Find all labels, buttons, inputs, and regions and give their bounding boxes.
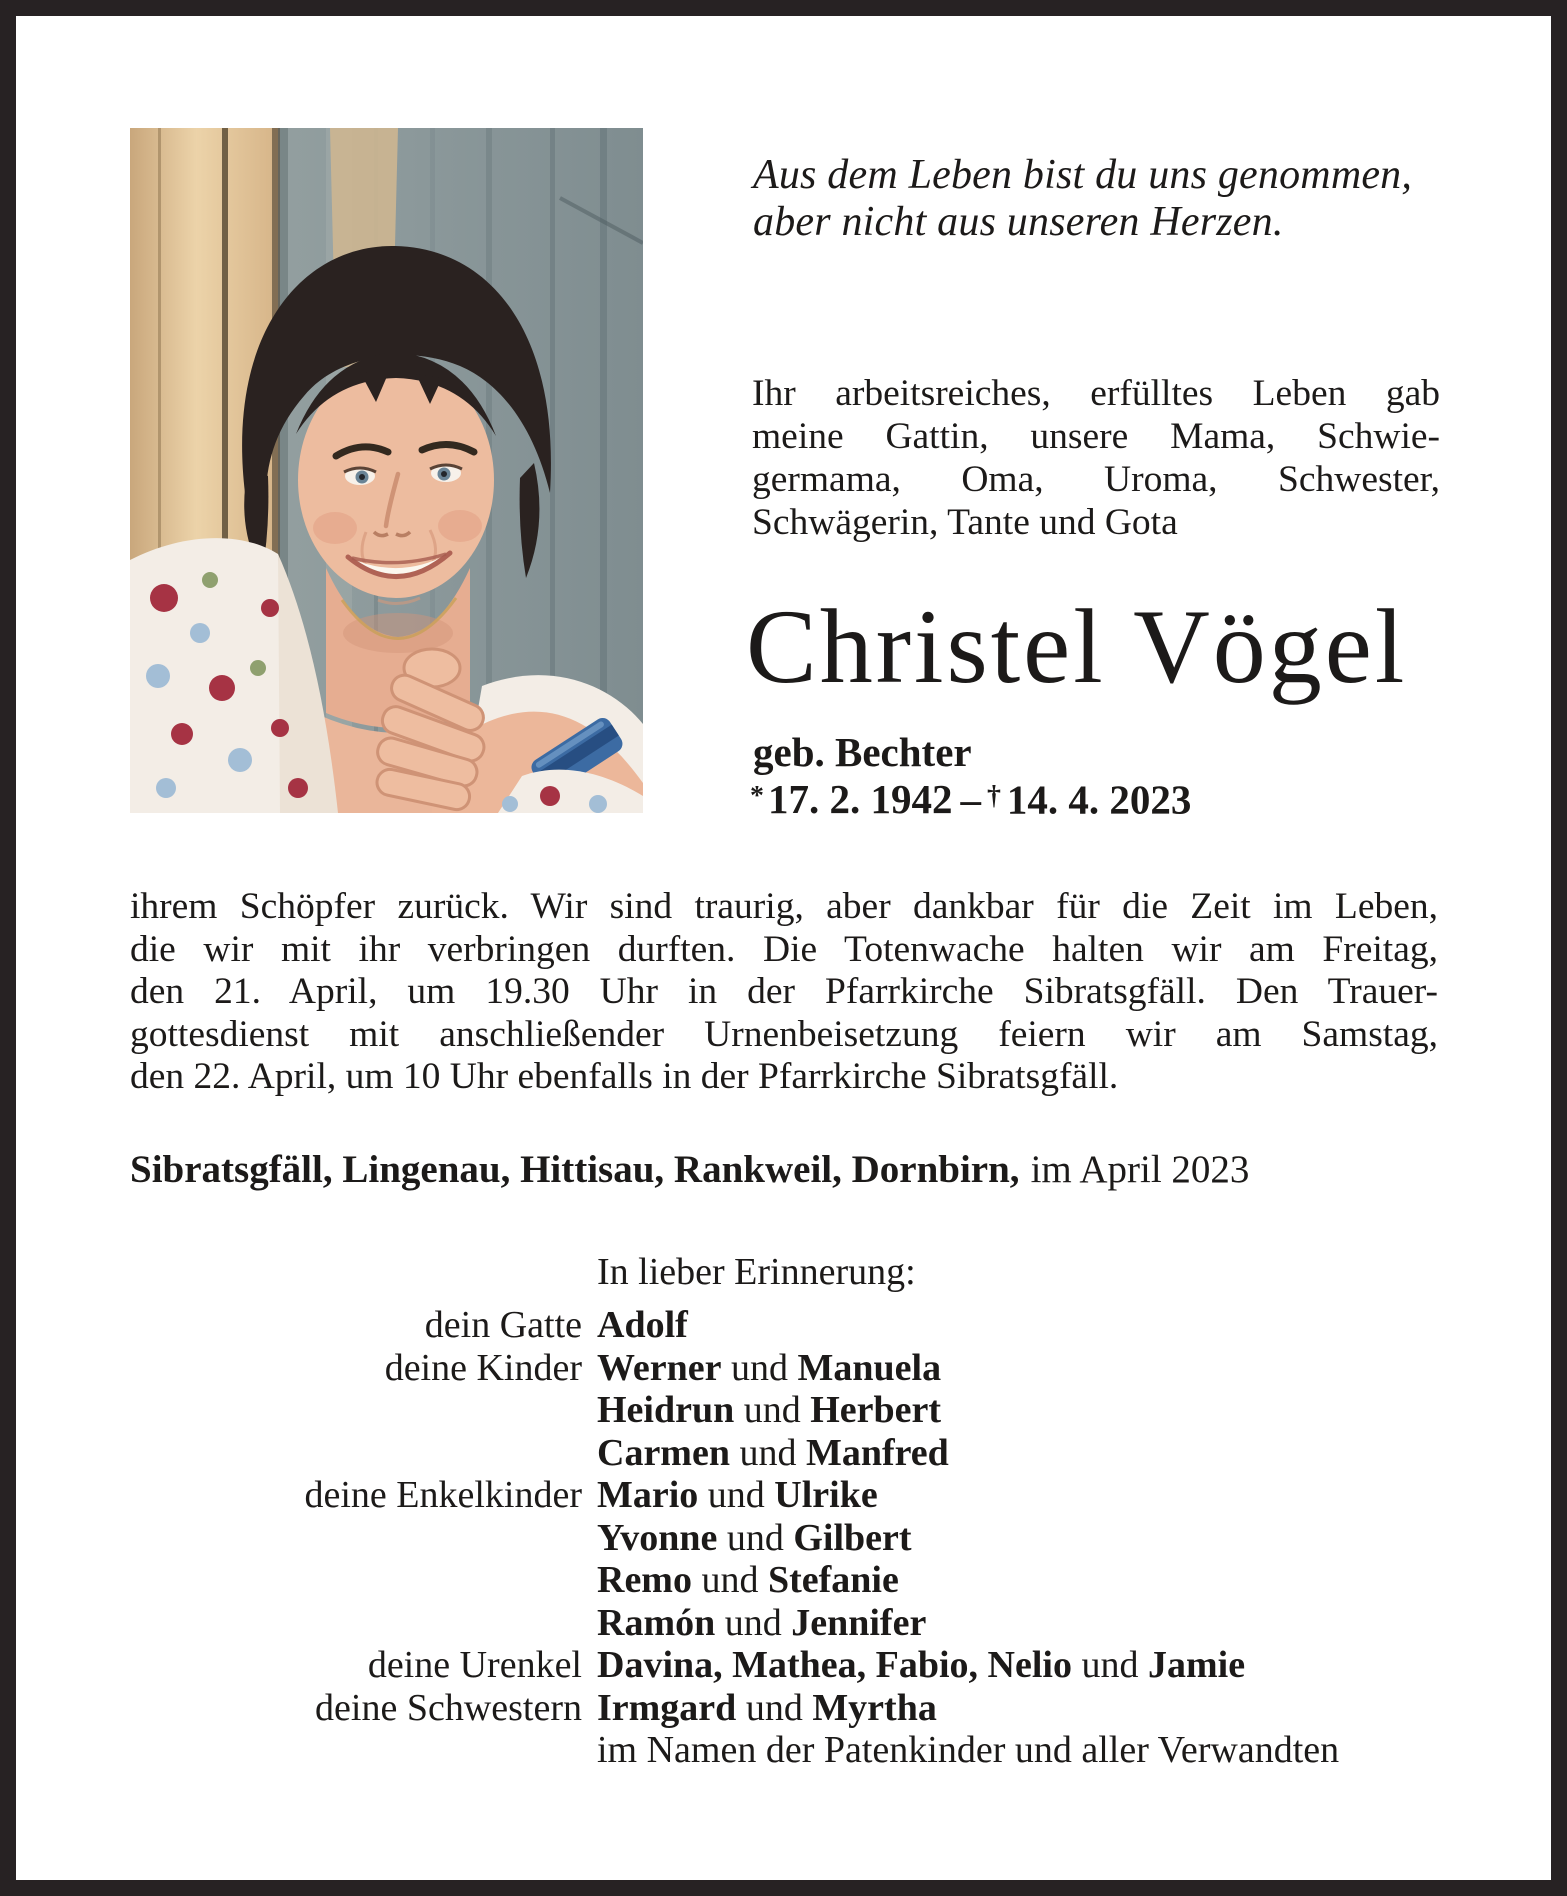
life-dates: [750, 773, 1191, 822]
family-name-connector: und: [721, 1346, 798, 1389]
family-member-name: Ulrike: [774, 1474, 878, 1516]
family-relation-label: [130, 1559, 597, 1602]
family-row: [130, 1559, 1339, 1602]
family-name-connector: und: [698, 1474, 775, 1516]
family-row: [130, 1474, 1339, 1517]
family-row: [130, 1432, 1339, 1475]
family-row: [130, 1347, 1339, 1390]
family-member-name: Myrtha: [812, 1686, 937, 1729]
family-name-connector: und: [691, 1559, 768, 1601]
family-name-connector: und: [729, 1431, 806, 1474]
family-name-connector: und: [736, 1686, 813, 1729]
family-name-connector: und: [717, 1516, 794, 1559]
family-member-name: Yvonne: [597, 1516, 718, 1559]
death-cross-symbol: †: [986, 780, 1001, 811]
family-names: [597, 1347, 941, 1390]
maiden-name: geb. Bechter: [753, 729, 972, 775]
family-names: [597, 1432, 949, 1475]
places-date: im April 2023: [1030, 1148, 1250, 1191]
intro-paragraph: [752, 372, 1440, 544]
text-line: den 21. April, um 19.30 Uhr in der Pfarrkirche Sibratsgfäll. Den Trauer-: [130, 971, 1438, 1013]
family-relation-label: deine Schwestern: [315, 1686, 582, 1729]
announcement-paragraph: [130, 886, 1438, 1099]
family-member-name: Adolf: [597, 1304, 688, 1346]
family-member-name: Remo: [597, 1559, 692, 1601]
family-relation-label: [130, 1602, 597, 1645]
family-relation-label: deine Enkelkinder: [304, 1474, 582, 1516]
family-member-name: Gilbert: [793, 1516, 912, 1559]
text-line: gottesdienst mit anschließender Urnenbeisetzung feiern wir am Samstag,: [130, 1013, 1438, 1055]
family-member-name: Jennifer: [791, 1601, 927, 1644]
family-member-name: Werner: [597, 1346, 722, 1389]
family-row: [130, 1389, 1339, 1432]
family-names: [597, 1687, 937, 1730]
family-member-name: Carmen: [597, 1431, 730, 1474]
birth-star-symbol: *: [750, 780, 764, 811]
text-line: germama, Oma, Uroma, Schwester,: [752, 459, 1440, 500]
family-name-connector: und: [734, 1389, 811, 1431]
text-line: ihrem Schöpfer zurück. Wir sind traurig, aber dankbar für die Zeit im Leben,: [130, 886, 1438, 927]
family-member-name: Jamie: [1147, 1644, 1246, 1686]
family-member-name: Manuela: [797, 1346, 942, 1389]
family-names: [597, 1559, 899, 1602]
family-relation-label: [130, 1432, 597, 1475]
family-relation-label: dein Gatte: [424, 1304, 582, 1346]
text-line: Ihr arbeitsreiches, erfülltes Leben gab: [752, 373, 1440, 414]
family-names: [597, 1389, 941, 1432]
epigraph-line-1: Aus dem Leben bist du uns genommen,: [753, 152, 1413, 198]
family-relation-label: [130, 1389, 597, 1432]
family-names: [597, 1602, 926, 1645]
text-line: die wir mit ihr verbringen durften. Die Totenwache halten wir am Freitag,: [130, 928, 1438, 970]
family-member-name: Irmgard: [597, 1686, 737, 1729]
family-relation-label: deine Urenkel: [367, 1644, 582, 1686]
family-names: [597, 1729, 1339, 1772]
epigraph: [753, 152, 1412, 246]
family-names: [597, 1304, 688, 1347]
family-names: [597, 1644, 1245, 1687]
memorial-heading: In lieber Erinnerung:: [597, 1251, 916, 1293]
family-names: [597, 1517, 912, 1560]
family-name-connector: und: [1071, 1644, 1148, 1686]
family-member-name: Stefanie: [767, 1559, 899, 1601]
family-member-name: Mario: [597, 1474, 699, 1516]
places-list: Sibratsgfäll, Lingenau, Hittisau, Rankweil, Dornbirn,: [130, 1148, 1020, 1191]
family-row: [130, 1729, 1339, 1772]
family-row: [130, 1687, 1339, 1730]
family-relation-label: [130, 1729, 597, 1772]
family-member-name: Davina, Mathea, Fabio, Nelio: [597, 1644, 1072, 1686]
dates-separator: –: [960, 776, 981, 823]
deceased-name: Christel Vögel: [746, 588, 1408, 705]
family-relation-label: [130, 1517, 597, 1560]
family-member-name: Herbert: [810, 1389, 942, 1431]
family-row: [130, 1644, 1339, 1687]
places-line: [130, 1147, 1249, 1193]
family-name-connector: und: [715, 1601, 792, 1644]
text-line: den 22. April, um 10 Uhr ebenfalls in der Pfarrkirche Sibratsgfäll.: [130, 1056, 1119, 1098]
family-list: [130, 1304, 1339, 1772]
family-names: [597, 1474, 878, 1517]
epigraph-line-2: aber nicht aus unseren Herzen.: [753, 199, 1284, 245]
portrait-photo: [130, 128, 643, 813]
text-line: Schwägerin, Tante und Gota: [752, 502, 1178, 543]
birth-date: 17. 2. 1942: [767, 776, 953, 823]
family-row: [130, 1304, 1339, 1347]
family-row: [130, 1517, 1339, 1560]
family-row: [130, 1602, 1339, 1645]
family-name-connector: im Namen der Patenkinder und aller Verwandten: [597, 1729, 1340, 1771]
family-member-name: Manfred: [805, 1431, 949, 1474]
death-date: 14. 4. 2023: [1006, 776, 1192, 823]
family-member-name: Ramón: [597, 1601, 716, 1644]
family-relation-label: deine Kinder: [384, 1346, 582, 1389]
text-line: meine Gattin, unsere Mama, Schwie-: [752, 416, 1440, 457]
family-member-name: Heidrun: [597, 1389, 735, 1431]
